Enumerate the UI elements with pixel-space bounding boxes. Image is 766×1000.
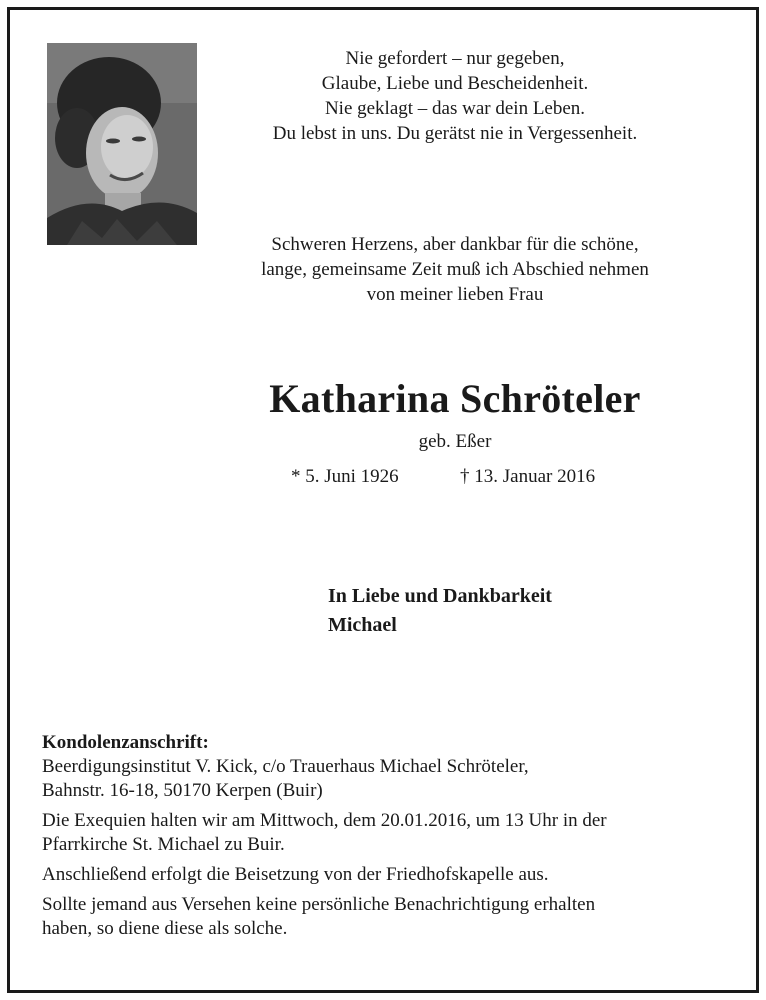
signoff [328,582,552,640]
death-date: † 13. Januar 2016 [460,466,596,487]
condolence-address-line: Beerdigungsinstitut V. Kick, c/o Trauerhaus Michael Schröteler, [42,756,529,777]
farewell-line: lange, gemeinsame Zeit muß ich Abschied nehmen [261,259,649,280]
verse-line: Du lebst in uns. Du gerätst nie in Vergessenheit. [272,123,638,144]
birth-date: * 5. Juni 1926 [291,466,399,487]
portrait-image [47,43,197,245]
exequies-notice-line: Die Exequien halten wir am Mittwoch, dem 20.01.2016, um 13 Uhr in der [42,810,607,831]
verse-line: Glaube, Liebe und Bescheidenheit. [321,73,589,94]
verse-line: Nie gefordert – nur gegeben, [345,48,565,69]
farewell-line: von meiner lieben Frau [366,284,544,305]
portrait-photo [47,43,197,245]
condolence-address-line: Bahnstr. 16-18, 50170 Kerpen (Buir) [42,780,323,801]
farewell-text [220,232,690,307]
personal-notice-line: Sollte jemand aus Versehen keine persönliche Benachrichtigung erhalten [42,894,596,915]
deceased-name: Katharina Schröteler [269,376,641,421]
exequies-notice-line: Pfarrkirche St. Michael zu Buir. [42,834,285,855]
condolence-info [42,731,742,941]
signoff-signature: Michael [328,614,397,636]
farewell-line: Schweren Herzens, aber dankbar für die schöne, [271,234,639,255]
condolence-heading: Kondolenzanschrift: [42,732,209,753]
memorial-verse [220,46,690,146]
personal-notice-line: haben, so diene diese als solche. [42,918,288,939]
burial-notice: Anschließend erfolgt die Beisetzung von der Friedhofskapelle aus. [42,864,549,885]
signoff-line: In Liebe und Dankbarkeit [328,585,552,607]
maiden-name: geb. Eßer [418,431,492,452]
verse-line: Nie geklagt – das war dein Leben. [324,98,586,119]
